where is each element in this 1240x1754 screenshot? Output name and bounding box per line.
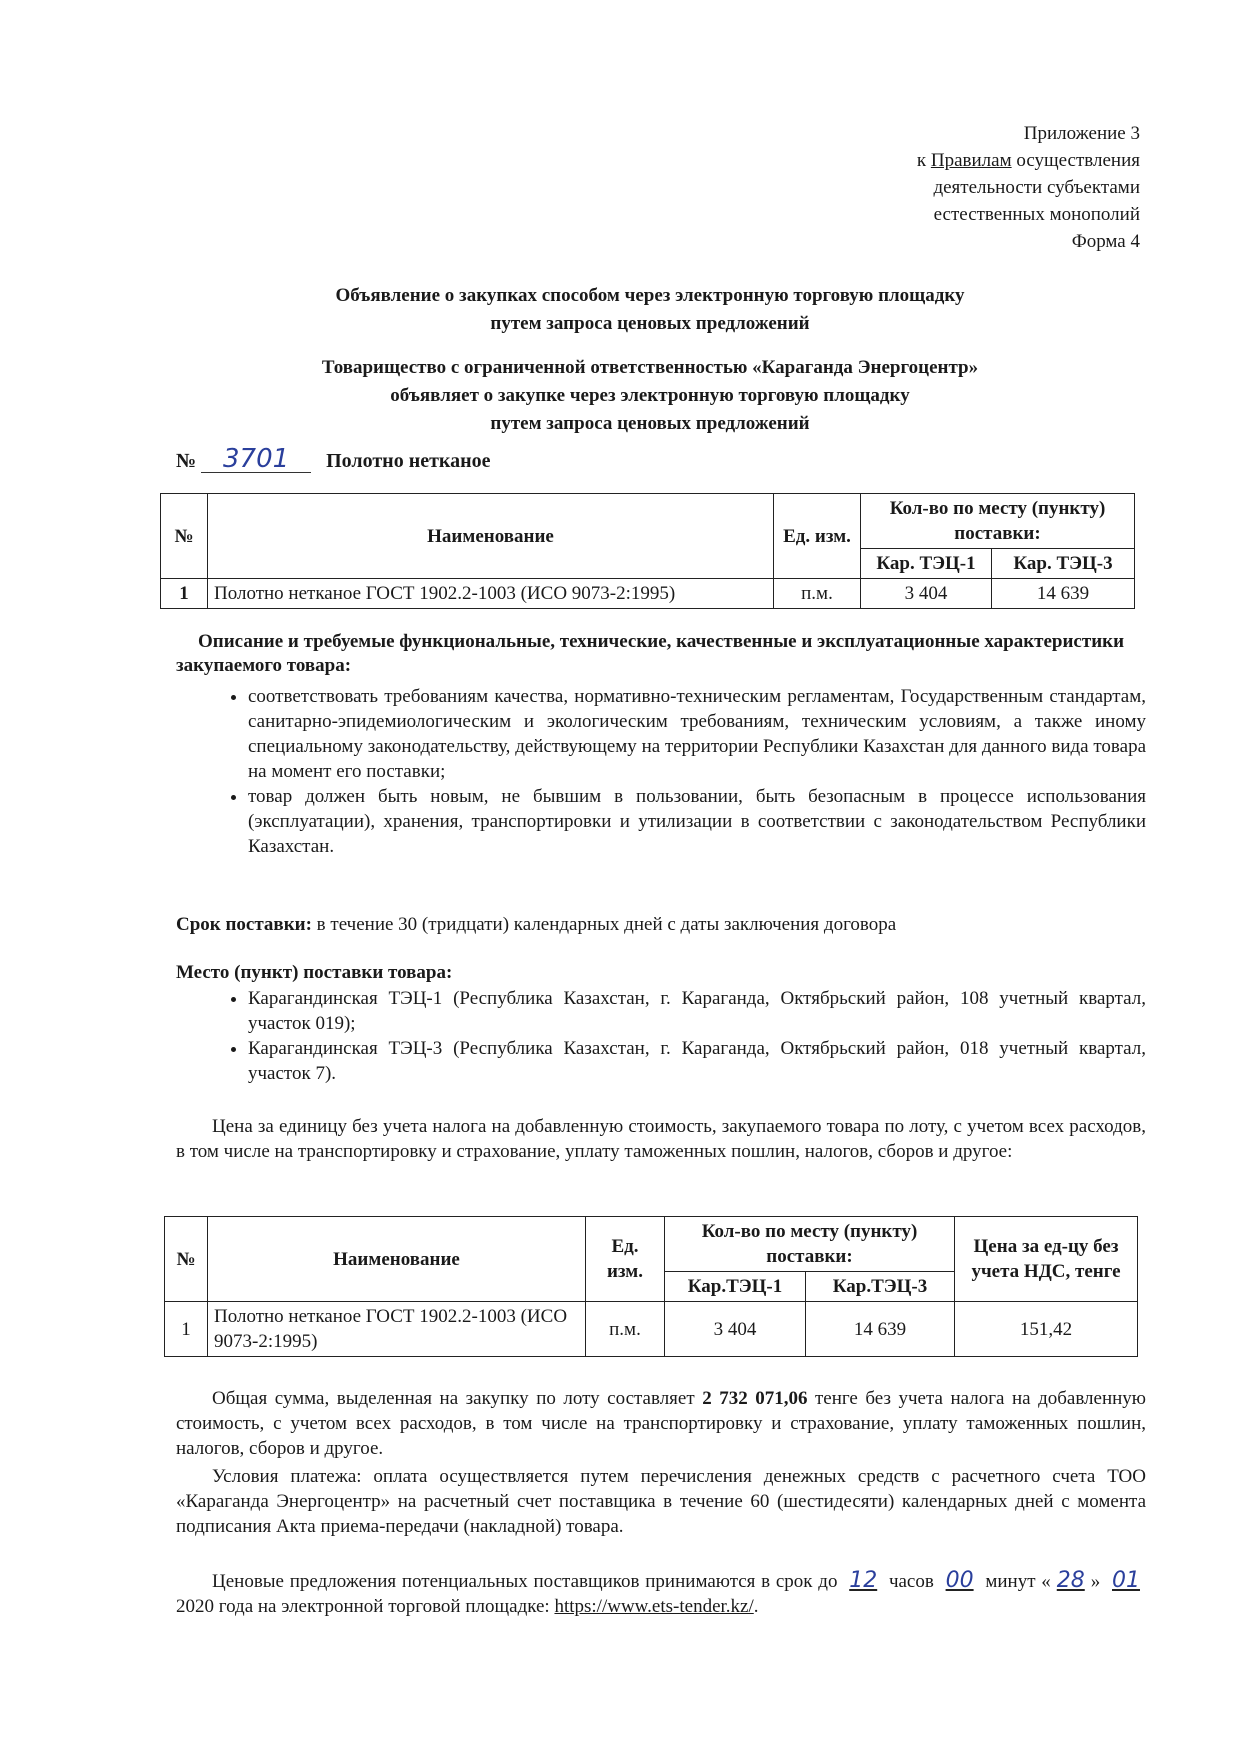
t2-header-name: Наименование xyxy=(208,1217,586,1302)
table-row xyxy=(161,579,1135,609)
total-prefix: Общая сумма, выделенная на закупку по лоту составляет xyxy=(212,1388,703,1409)
t1-cell-qty-3: 14 639 xyxy=(992,579,1135,609)
t1-header-qty-group: Кол-во по месту (пункту) поставки: xyxy=(861,494,1135,549)
t1-header-no: № xyxy=(161,494,208,579)
t1-cell-qty-1: 3 404 xyxy=(861,579,992,609)
annex-line-2-prefix: к xyxy=(916,150,931,171)
t2-header-unit: Ед. изм. xyxy=(586,1217,665,1302)
t2-header-site-3: Кар.ТЭЦ-3 xyxy=(806,1272,955,1302)
t2-header-qty-group: Кол-во по месту (пункту) поставки: xyxy=(665,1217,955,1272)
announcement-title xyxy=(150,282,1150,338)
offers-day-handwritten: 28 xyxy=(1056,1568,1085,1593)
organization-line-2: объявляет о закупке через электронную торговую площадку xyxy=(390,385,910,406)
annex-rules-link: Правилам xyxy=(930,150,1012,171)
announcement-title-line-1: Объявление о закупках способом через электронную торговую площадку xyxy=(335,285,965,306)
annex-block xyxy=(720,120,1140,255)
t2-cell-qty-3: 14 639 xyxy=(806,1302,955,1357)
delivery-term xyxy=(176,912,1146,937)
total-amount-paragraph xyxy=(176,1386,1146,1461)
offers-prefix: Ценовые предложения потенциальных поставщиков принимаются в срок до xyxy=(212,1571,844,1592)
price-table xyxy=(164,1216,1138,1357)
t1-cell-unit: п.м. xyxy=(774,579,861,609)
t2-cell-unit: п.м. xyxy=(586,1302,665,1357)
price-intro: Цена за единицу без учета налога на добавленную стоимость, закупаемого товара по лоту, с учетом всех расходов, в том числе на транспортировку и страхование, уплату таможенных пошлин, налогов, сборов и другое: xyxy=(176,1116,1146,1162)
list-item: • Карагандинская ТЭЦ-3 (Республика Казахстан, г. Караганда, Октябрьский район, 018 учетный квартал, участок 7). xyxy=(248,1036,1146,1086)
offers-deadline xyxy=(176,1568,1146,1619)
t1-header-unit: Ед. изм. xyxy=(774,494,861,579)
t1-cell-no: 1 xyxy=(161,579,208,609)
offers-quote-close: » xyxy=(1090,1571,1106,1592)
annex-form-number: Форма 4 xyxy=(1071,231,1140,252)
annex-line-4: естественных монополий xyxy=(933,204,1140,225)
description-heading: Описание и требуемые функциональные, технические, качественные и эксплуатационные характеристики закупаемого товара: xyxy=(176,631,1125,676)
t2-cell-qty-1: 3 404 xyxy=(665,1302,806,1357)
t1-header-name: Наименование xyxy=(208,494,774,579)
offers-minutes-word: минут « xyxy=(979,1571,1051,1592)
offers-hour-handwritten: 12 xyxy=(849,1568,878,1593)
offers-minute-handwritten: 00 xyxy=(945,1568,974,1593)
announcement-title-line-2: путем запроса ценовых предложений xyxy=(490,313,810,334)
organization-title xyxy=(150,354,1150,438)
t2-header-price: Цена за ед-цу без учета НДС, тенге xyxy=(955,1217,1138,1302)
offers-hours-word: часов xyxy=(883,1571,940,1592)
t2-cell-price: 151,42 xyxy=(955,1302,1138,1357)
annex-line-1: Приложение 3 xyxy=(1023,123,1140,144)
total-amount: 2 732 071,06 xyxy=(702,1388,808,1409)
delivery-term-label: Срок поставки: xyxy=(176,914,312,935)
annex-line-2-suffix: осуществления xyxy=(1011,150,1140,171)
ets-tender-link[interactable]: https://www.ets-tender.kz/ xyxy=(554,1596,754,1617)
list-item: • соответствовать требованиям качества, нормативно-техническим регламентам, Государственным стандартам, санитарно-эпидемиологическим и экологическим требованиям, техническим условиям, а также иному специальному законодательству, действующему на территории Республики Казахстан для данного вида товара на момент его поставки; xyxy=(248,684,1146,784)
t2-header-no: № xyxy=(165,1217,208,1302)
table-row xyxy=(165,1302,1138,1357)
offers-month-handwritten: 01 xyxy=(1112,1568,1140,1593)
delivery-term-text: в течение 30 (тридцати) календарных дней с даты заключения договора xyxy=(311,914,897,935)
lot-number-handwritten: 3701 xyxy=(201,446,311,473)
t2-cell-name: Полотно нетканое ГОСТ 1902.2-1003 (ИСО 9073-2:1995) xyxy=(208,1302,586,1357)
list-item: • товар должен быть новым, не бывшим в пользовании, быть безопасным в процессе использования (эксплуатации), хранения, транспортировки и утилизации в соответствии с законодательством Республики Казахстан. xyxy=(248,784,1146,859)
lot-number-label: № xyxy=(176,450,197,472)
offers-end: . xyxy=(753,1596,759,1617)
payment-terms: Условия платежа: оплата осуществляется путем перечисления денежных средств с расчетного счета ТОО «Караганда Энергоцентр» на расчетный счет поставщика в течение 60 (шестидесяти) календарных дней с момента подписания Акта приема-передачи (накладной) товара. xyxy=(176,1466,1146,1537)
delivery-place-list xyxy=(176,986,1146,1086)
offers-year-text: 2020 года на электронной торговой площадке: xyxy=(176,1596,555,1617)
description-list xyxy=(176,684,1146,859)
organization-line-1: Товарищество с ограниченной ответственностью «Караганда Энергоцентр» xyxy=(321,357,979,378)
annex-line-2 xyxy=(720,147,1140,174)
t2-cell-no: 1 xyxy=(165,1302,208,1357)
list-item: • Карагандинская ТЭЦ-1 (Республика Казахстан, г. Караганда, Октябрьский район, 108 учетный квартал, участок 019); xyxy=(248,986,1146,1036)
quantity-table xyxy=(160,493,1135,609)
t2-header-site-1: Кар.ТЭЦ-1 xyxy=(665,1272,806,1302)
lot-name: Полотно нетканое xyxy=(326,450,491,472)
annex-line-3: деятельности субъектами xyxy=(933,177,1140,198)
t1-cell-name: Полотно нетканое ГОСТ 1902.2-1003 (ИСО 9073-2:1995) xyxy=(208,579,774,609)
delivery-place-heading: Место (пункт) поставки товара: xyxy=(176,962,453,983)
t1-header-site-1: Кар. ТЭЦ-1 xyxy=(861,549,992,579)
total-suffix: тенге без учета налога на добавленную стоимость, с учетом всех расходов, в том числе на транспортировку и страхование, уплату таможенных пошлин, налогов, сборов и другое. xyxy=(176,1388,1146,1459)
lot-line xyxy=(176,446,491,474)
t1-header-site-3: Кар. ТЭЦ-3 xyxy=(992,549,1135,579)
organization-line-3: путем запроса ценовых предложений xyxy=(490,413,810,434)
